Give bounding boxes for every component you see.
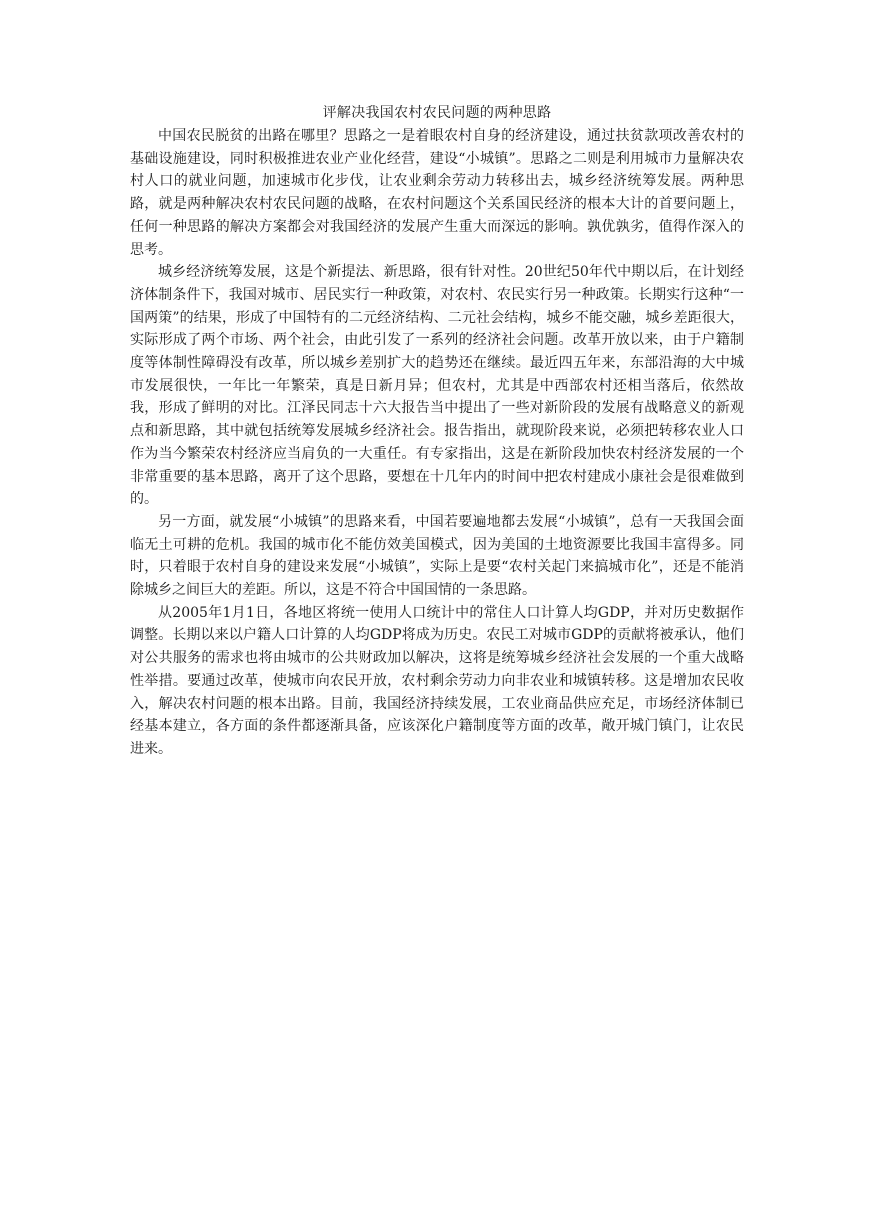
document-title: 评解决我国农村农民问题的两种思路 — [322, 105, 552, 121]
paragraph-3: 另一方面，就发展“小城镇”的思路来看，中国若要遍地都去发展“小城镇”，总有一天我国会面临无土可耕的危机。我国的城市化不能仿效美国模式，因为美国的土地资源要比我国丰富得多。同时，只着眼于农村自身的建设来发展“小城镇”，实际上是要“农村关起门来搞城市化”，还是不能消除城乡之间巨大的差距。所以，这是不符合中国国情的一条思路。 — [130, 513, 744, 599]
paragraph-4: 从2005年1月1日，各地区将统一使用人口统计中的常住人口计算人均GDP，并对历史数据作调整。长期以来以户籍人口计算的人均GDP将成为历史。农民工对城市GDP的贡献将被承认，他们对公共服务的需求也将由城市的公共财政加以解决，这将是统筹城乡经济社会发展的一个重大战略性举措。要通过改革，使城市向农民开放，农村剩余劳动力向非农业和城镇转移。这是增加农民收入，解决农村问题的根本出路。目前，我国经济持续发展，工农业商品供应充足，市场经济体制已经基本建立，各方面的条件都逐渐具备，应该深化户籍制度等方面的改革，敞开城门镇门，让农民进来。 — [130, 604, 744, 757]
document-page — [130, 102, 744, 761]
paragraph-2: 城乡经济统筹发展，这是个新提法、新思路，很有针对性。20世纪50年代中期以后，在计划经济体制条件下，我国对城市、居民实行一种政策，对农村、农民实行另一种政策。长期实行这种“一国两策”的结果，形成了中国特有的二元经济结构、二元社会结构，城乡不能交融，城乡差距很大，实际形成了两个市场、两个社会，由此引发了一系列的经济社会问题。改革开放以来，由于户籍制度等体制性障碍没有改革，所以城乡差别扩大的趋势还在继续。最近四五年来，东部沿海的大中城市发展很快，一年比一年繁荣，真是日新月异；但农村，尤其是中西部农村还相当落后，依然故我，形成了鲜明的对比。江泽民同志十六大报告当中提出了一些对新阶段的发展有战略意义的新观点和新思路，其中就包括统筹发展城乡经济社会。报告指出，就现阶段来说，必须把转移农业人口作为当今繁荣农村经济应当肩负的一大重任。有专家指出，这是在新阶段加快农村经济发展的一个非常重要的基本思路，离开了这个思路，要想在十几年内的时间中把农村建成小康社会是很难做到的。 — [130, 264, 744, 508]
paragraph-1: 中国农民脱贫的出路在哪里？思路之一是着眼农村自身的经济建设，通过扶贫款项改善农村的基础设施建设，同时积极推进农业产业化经营，建设“小城镇”。思路之二则是利用城市力量解决农村人口的就业问题，加速城市化步伐，让农业剩余劳动力转移出去，城乡经济统筹发展。两种思路，就是两种解决农村农民问题的战略，在农村问题这个关系国民经济的根本大计的首要问题上，任何一种思路的解决方案都会对我国经济的发展产生重大而深远的影响。孰优孰劣，值得作深入的思考。 — [130, 128, 744, 258]
